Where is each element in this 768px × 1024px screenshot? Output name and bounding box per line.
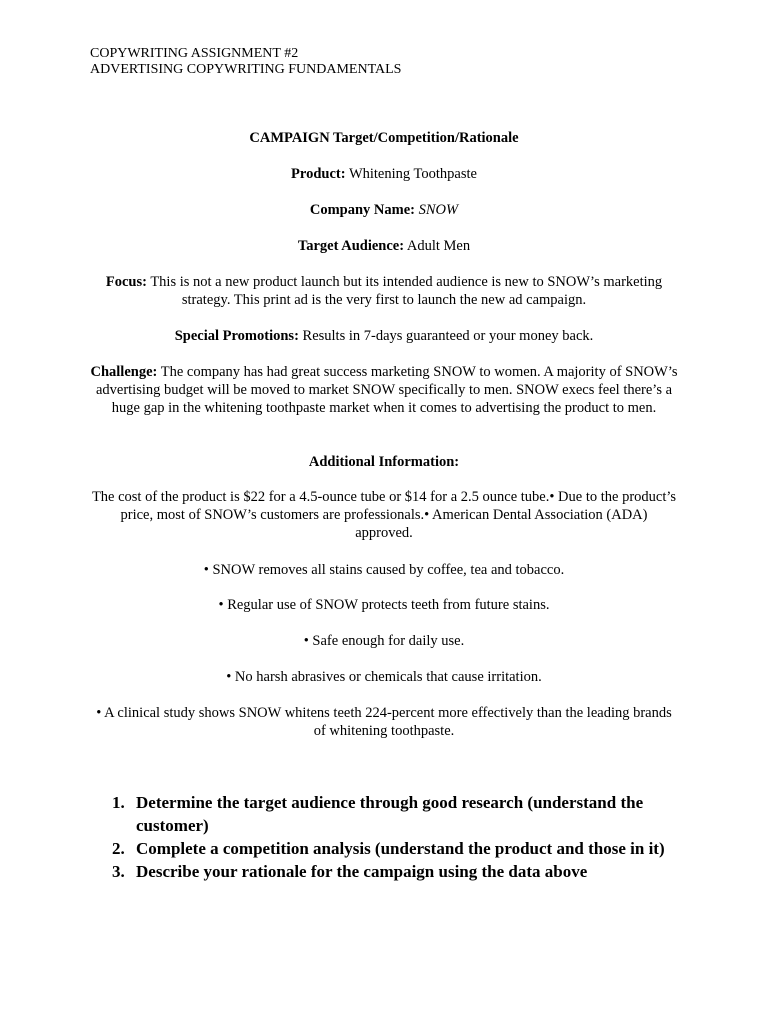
- additional-info-paragraph: The cost of the product is $22 for a 4.5-ounce tube or $14 for a 2.5 ounce tube.• Due to the product’s price, most of SNOW’s customers are professionals.• American Dental Association (ADA) approved.: [91, 489, 677, 541]
- task-item: [0, 837, 676, 860]
- task-number: 3.: [112, 862, 125, 881]
- header-line-course: ADVERTISING COPYWRITING FUNDAMENTALS: [90, 62, 402, 77]
- company-label: Company Name:: [309, 202, 415, 218]
- page-title: CAMPAIGN Target/Competition/Rationale: [249, 130, 519, 146]
- promotions-text: Results in 7-days guaranteed or your money back.: [302, 328, 594, 344]
- company-line: [90, 201, 678, 219]
- audience-line: [90, 237, 678, 255]
- additional-info-heading: Additional Information:: [308, 454, 460, 470]
- task-number: 2.: [112, 839, 125, 858]
- task-list: [0, 791, 768, 883]
- bullet-item: • SNOW removes all stains caused by coffee, tea and tobacco.: [203, 562, 565, 578]
- promotions-label: Special Promotions:: [174, 328, 299, 344]
- header-line-assignment: COPYWRITING ASSIGNMENT #2: [90, 46, 299, 61]
- product-line: [90, 165, 678, 183]
- bullet-item: • Safe enough for daily use.: [303, 633, 465, 649]
- promotions-line: [90, 327, 678, 345]
- bullet-item: • Regular use of SNOW protects teeth from future stains.: [218, 597, 550, 613]
- company-value: SNOW: [418, 202, 459, 218]
- audience-value: Adult Men: [406, 238, 471, 254]
- task-text: Determine the target audience through good research (understand the customer): [136, 793, 644, 835]
- bullet-item: • A clinical study shows SNOW whitens teeth 224-percent more effectively than the leading brands of whitening toothpaste.: [96, 705, 672, 739]
- task-number: 1.: [112, 793, 125, 812]
- focus-paragraph: [90, 273, 678, 309]
- audience-label: Target Audience:: [297, 238, 405, 254]
- task-item: [0, 791, 676, 837]
- task-text: Describe your rationale for the campaign using the data above: [136, 862, 588, 881]
- challenge-text: The company has had great success marketing SNOW to women. A majority of SNOW’s advertising budget will be moved to market SNOW specifically to men. SNOW execs feel there’s a huge gap in the whitening toothpaste market when it comes to advertising the product to men.: [95, 364, 678, 416]
- challenge-paragraph: [90, 363, 678, 417]
- document-header: [90, 46, 401, 78]
- task-text: Complete a competition analysis (understand the product and those in it): [136, 839, 665, 858]
- product-label: Product:: [291, 166, 346, 182]
- task-item: [0, 860, 676, 883]
- focus-label: Focus:: [105, 274, 147, 290]
- bullet-item: • No harsh abrasives or chemicals that cause irritation.: [226, 669, 542, 685]
- focus-text: This is not a new product launch but its intended audience is new to SNOW’s marketing strategy. This print ad is the very first to launch the new ad campaign.: [150, 274, 663, 308]
- challenge-label: Challenge:: [90, 364, 158, 380]
- product-value: Whitening Toothpaste: [348, 166, 477, 182]
